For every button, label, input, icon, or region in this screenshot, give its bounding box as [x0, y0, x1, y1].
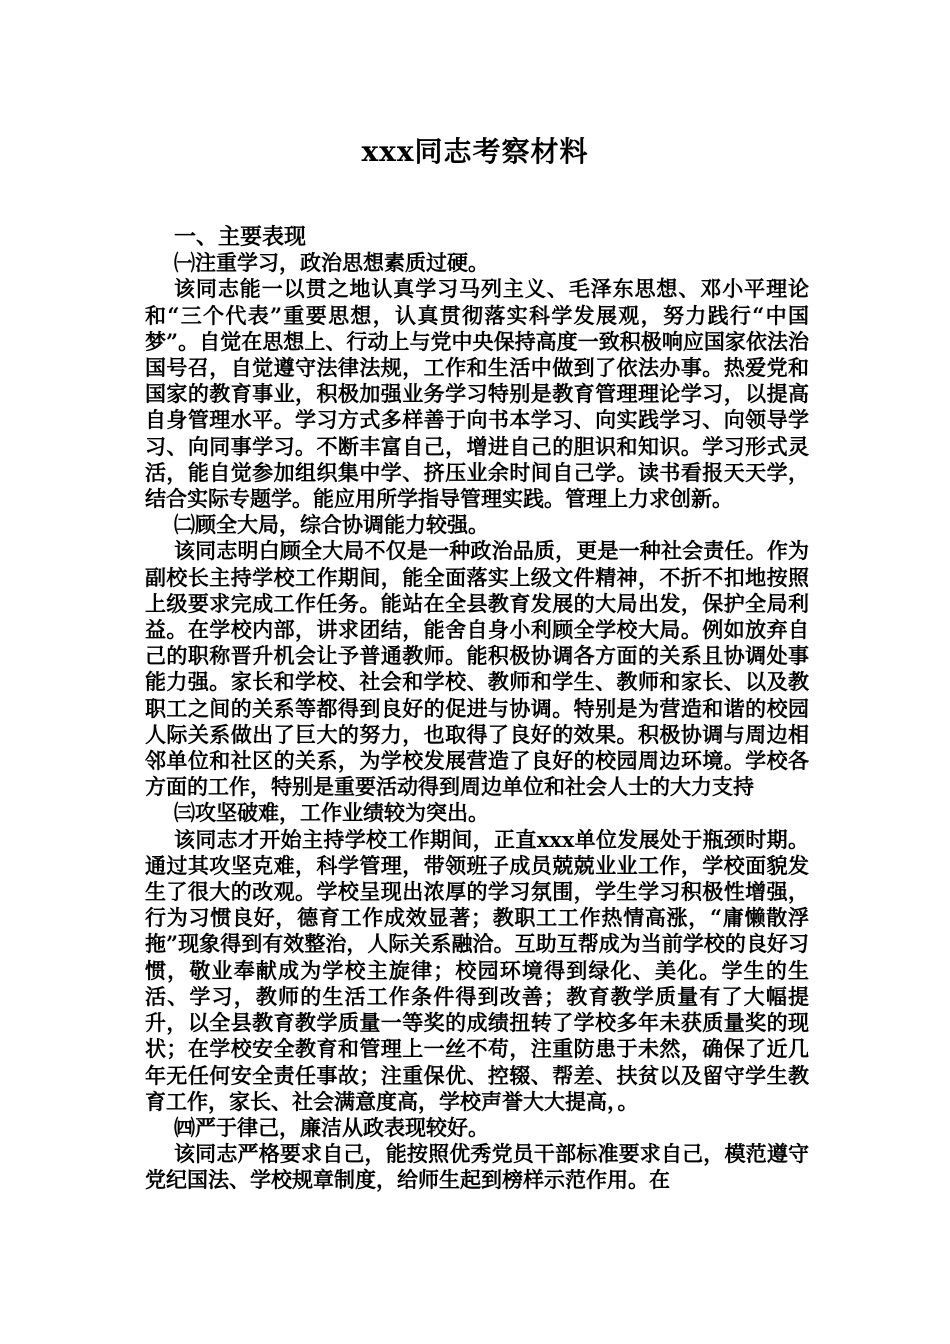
document-body	[145, 224, 809, 1194]
subheading-achievements: ㈢攻坚破难，工作业绩较为突出。	[174, 800, 489, 826]
document-title: xxx同志考察材料	[361, 135, 589, 168]
paragraph-integrity: 该同志严格要求自己，能按照优秀党员干部标准要求自己，模范遵守党纪国法、学校规章制度，给师生起到榜样示范作用。在	[145, 1141, 809, 1193]
section-heading-main-performance: 一、主要表现	[174, 224, 307, 250]
subheading-overall-situation: ㈡顾全大局，综合协调能力较强。	[174, 512, 489, 538]
paragraph-achievements: 该同志才开始主持学校工作期间，正直xxx单位发展处于瓶颈时期。通过其攻坚克难，科学管理，带领班子成员兢兢业业工作，学校面貌发生了很大的改观。学校呈现出浓厚的学习氛围，学生学习积极性增强，行为习惯良好，德育工作成效显著；教职工工作热情高涨，“庸懒散浮拖”现象得到有效整治，人际关系融洽。互助互帮成为当前学校的良好习惯，敬业奉献成为学校主旋律；校园环境得到绿化、美化。学生的生活、学习，教师的生活工作条件得到改善；教育教学质量有了大幅提升，以全县教育教学质量一等奖的成绩扭转了学校多年未获质量奖的现状；在学校安全教育和管理上一丝不苟，注重防患于未然，确保了近几年无任何安全责任事故；注重保优、控辍、帮差、扶贫以及留守学生教育工作，家长、社会满意度高，学校声誉大大提高，。	[145, 826, 809, 1114]
paragraph-study: 该同志能一以贯之地认真学习马列主义、毛泽东思想、邓小平理论和“三个代表”重要思想，认真贯彻落实科学发展观，努力践行“中国梦”。自觉在思想上、行动上与党中央保持高度一致积极响应国家依法治国号召，自觉遵守法律法规，工作和生活中做到了依法办事。热爱党和国家的教育事业，积极加强业务学习特别是教育管理理论学习，以提高自身管理水平。学习方式多样善于向书本学习、向实践学习、向领导学习、向同事学习。不断丰富自己，增进自己的胆识和知识。学习形式灵活，能自觉参加组织集中学、挤压业余时间自己学。读书看报天天学，结合实际专题学。能应用所学指导管理实践。管理上力求创新。	[145, 276, 809, 512]
subheading-study: ㈠注重学习，政治思想素质过硬。	[174, 250, 489, 276]
paragraph-overall-situation: 该同志明白顾全大局不仅是一种政治品质，更是一种社会责任。作为副校长主持学校工作期间，能全面落实上级文件精神，不折不扣地按照上级要求完成工作任务。能站在全县教育发展的大局出发，保护全局利益。在学校内部，讲求团结，能舍自身小利顾全学校大局。例如放弃自己的职称晋升机会让予普通教师。能积极协调各方面的关系且协调处事能力强。家长和学校、社会和学校、教师和学生、教师和家长、以及教职工之间的关系等都得到良好的促进与协调。特别是为营造和谐的校园人际关系做出了巨大的努力，也取得了良好的效果。积极协调与周边相邻单位和社区的关系，为学校发展营造了良好的校园周边环境。学校各方面的工作，特别是重要活动得到周边单位和社会人士的大力支持	[145, 538, 809, 800]
subheading-integrity: ㈣严于律己，廉洁从政表现较好。	[174, 1114, 489, 1140]
